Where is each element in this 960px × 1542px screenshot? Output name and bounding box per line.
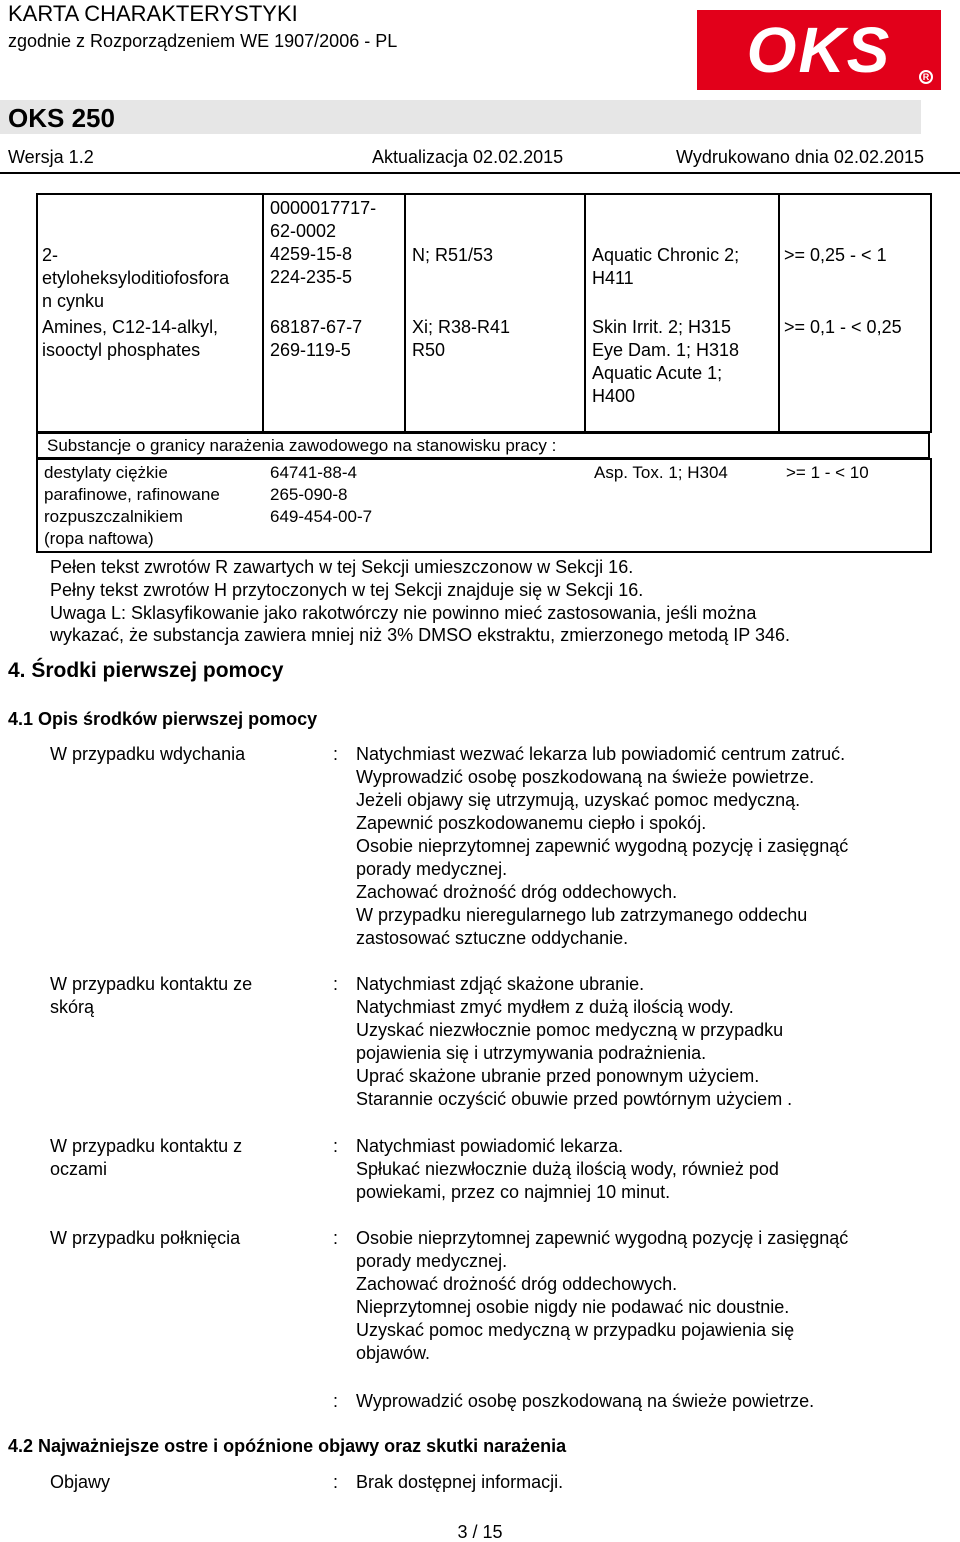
ingredient-concentration: >= 1 - < 10 (786, 463, 869, 482)
note-l-line1: Uwaga L: Sklasyfikowanie jako rakotwórczy nie powinno mieć zastosowania, jeśli można (50, 603, 757, 623)
colon-separator: : (333, 1472, 339, 1492)
table-divider (778, 193, 780, 433)
first-aid-label-eyes: W przypadku kontaktu z oczami (50, 1136, 243, 1179)
regulation-subtitle: zgodnie z Rozporządzeniem WE 1907/2006 - PL (8, 31, 398, 51)
first-aid-label-skin: W przypadku kontaktu ze skórą (50, 974, 253, 1017)
colon-separator: : (333, 974, 339, 994)
composition-table (36, 193, 932, 433)
subsection-heading: 4.2 Najważniejsze ostre i opóźnione objawy oraz skutki narażenia (8, 1436, 567, 1456)
ingredient-numbers: 64741-88-4 265-090-8 649-454-00-7 (270, 463, 373, 526)
first-aid-text-skin: Natychmiast zdjąć skażone ubranie. Natychmiast zmyć mydłem z dużą ilością wody. Uzyskać niezwłocznie pomoc medyczną w przypadku pojawienia się i utrzymywania podrażnienia. Uprać skażone ubranie przed ponownym użyciem. Starannie oczyścić obuwie przed powtórnym użyciem . (356, 974, 793, 1109)
ingredient-classification-h: Asp. Tox. 1; H304 (594, 463, 728, 482)
symptoms-label: Objawy (50, 1472, 111, 1492)
first-aid-text-eyes: Natychmiast powiadomić lekarza. Spłukać niezwłocznie dużą ilością wody, również pod powiekami, przez co najmniej 10 minut. (356, 1136, 779, 1202)
document-title: KARTA CHARAKTERYSTYKI (8, 1, 298, 26)
exposure-caption: Substancje o granicy narażenia zawodowego na stanowisku pracy : (47, 436, 557, 455)
ingredient-name: destylaty ciężkie parafinowe, rafinowane rozpuszczalnikiem (ropa naftowa) (44, 463, 220, 548)
first-aid-text-ingestion: Osobie nieprzytomnej zapewnić wygodną pozycję i zasięgnąć porady medycznej. Zachować drożność dróg oddechowych. Nieprzytomnej osobie nigdy nie podawać nic doustnie. Uzyskać pomoc medyczną w przypadku pojawienia się objawów. (356, 1228, 849, 1363)
page-number: 3 / 15 (457, 1522, 503, 1542)
section-heading: 4. Środki pierwszej pomocy (8, 659, 284, 682)
print-date: Wydrukowano dnia 02.02.2015 (676, 147, 925, 167)
ingredient-name: 2- etyloheksyloditiofosfora n cynku (42, 245, 230, 311)
colon-separator: : (333, 1391, 339, 1411)
logo-text: OKS (746, 14, 892, 86)
table-divider (584, 193, 586, 433)
ingredient-numbers: 0000017717- 62-0002 4259-15-8 224-235-5 (270, 198, 377, 287)
note-l-line2: wykazać, że substancja zawiera mniej niż 3% DMSO ekstraktu, zmierzonego metodą IP 346. (50, 625, 790, 645)
oks-logo (697, 10, 941, 90)
colon-separator: : (333, 1228, 339, 1248)
ingredient-concentration: >= 0,1 - < 0,25 (784, 317, 902, 337)
first-aid-text-general: Wyprowadzić osobę poszkodowaną na świeże powietrze. (356, 1391, 815, 1411)
ingredient-classification-h: Skin Irrit. 2; H315 Eye Dam. 1; H318 Aquatic Acute 1; H400 (592, 317, 740, 406)
table-divider (404, 193, 406, 433)
table-divider (262, 193, 264, 433)
ingredient-concentration: >= 0,25 - < 1 (784, 245, 887, 265)
first-aid-text-inhalation: Natychmiast wezwać lekarza lub powiadomić centrum zatruć. Wyprowadzić osobę poszkodowaną na świeże powietrze. Jeżeli objawy się utrzymują, uzyskać pomoc medyczną. Zapewnić poszkodowanemu ciepło i spokój. Osobie nieprzytomnej zapewnić wygodną pozycję i zasięgnąć porady medycznej. Zachować drożność dróg oddechowych. W przypadku nieregularnego lub zatrzymanego oddechu zastosować sztuczne oddychanie. (356, 744, 849, 948)
product-name: OKS 250 (8, 103, 115, 133)
update-date: Aktualizacja 02.02.2015 (372, 147, 564, 167)
symptoms-text: Brak dostępnej informacji. (356, 1472, 564, 1492)
colon-separator: : (333, 1136, 339, 1156)
ingredient-numbers: 68187-67-7 269-119-5 (270, 317, 363, 360)
registered-mark-icon: R (919, 70, 933, 84)
subsection-heading: 4.1 Opis środków pierwszej pomocy (8, 709, 318, 729)
note-r-phrases: Pełen tekst zwrotów R zawartych w tej Sekcji umieszczonow w Sekcji 16. (50, 557, 634, 577)
header-divider (0, 172, 960, 174)
first-aid-label-ingestion: W przypadku połknięcia (50, 1228, 241, 1248)
note-h-phrases: Pełny tekst zwrotów H przytoczonych w tej Sekcji znajduje się w Sekcji 16. (50, 580, 644, 600)
first-aid-label-inhalation: W przypadku wdychania (50, 744, 246, 764)
ingredient-classification-h: Aquatic Chronic 2; H411 (592, 245, 740, 288)
colon-separator: : (333, 744, 339, 764)
version-label: Wersja 1.2 (8, 147, 94, 167)
ingredient-classification-r: Xi; R38-R41 R50 (412, 317, 511, 360)
product-bar (0, 100, 921, 134)
ingredient-name: Amines, C12-14-alkyl, isooctyl phosphates (42, 317, 219, 360)
ingredient-classification-r: N; R51/53 (412, 245, 494, 265)
